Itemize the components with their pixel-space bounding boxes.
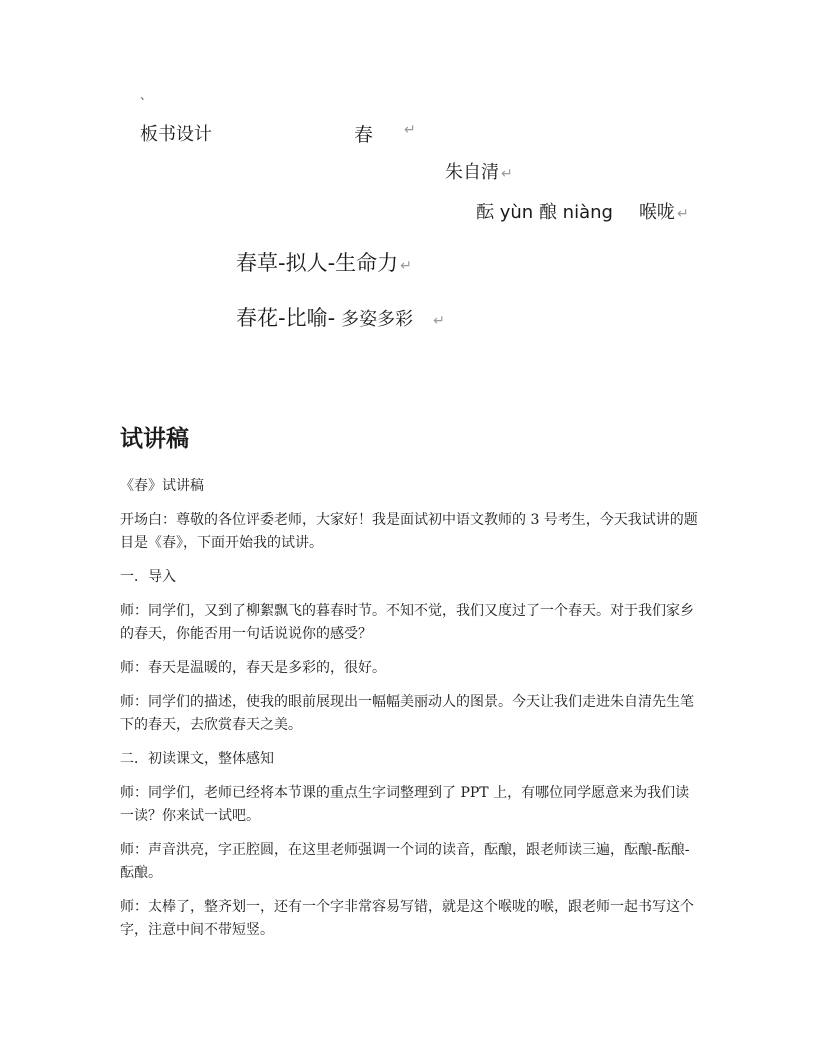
board-title: 春 [354, 124, 374, 146]
return-mark: ↵ [676, 206, 689, 222]
board-line-spring-flowers [236, 302, 445, 332]
board-line-text: 春花-比喻- [236, 306, 336, 330]
paragraph: 《春》试讲稿 [120, 478, 204, 494]
board-author [445, 158, 513, 184]
paragraph: 开场白：尊敬的各位评委老师，大家好！我是面试初中语文教师的 3 号考生，今天我试讲的题目是《春》，下面开始我的试讲。 [120, 512, 698, 551]
board-author-text: 朱自清 [445, 162, 499, 183]
vocab-word-niang: 酿 niàng [538, 202, 613, 223]
board-line-text: 春草-拟人-生命力 [236, 251, 399, 275]
vocab-word-houlong: 喉咙 [638, 202, 675, 223]
section-heading: 试讲稿 [120, 426, 189, 452]
board-line-spring-grass [236, 247, 412, 277]
return-mark: ↵ [400, 258, 412, 274]
tick-mark: 、 [140, 88, 153, 102]
paragraph: 师：春天是温暖的，春天是多彩的，很好。 [120, 660, 386, 676]
board-design-label: 板书设计 [140, 124, 212, 145]
paragraph: 师：太棒了，整齐划一，还有一个字非常容易写错，就是这个喉咙的喉，跟老师一起书写这个字，注意中间不带短竖。 [120, 899, 694, 938]
return-mark: ↵ [501, 166, 513, 182]
board-line-small-text: 多姿多彩 [341, 309, 414, 330]
paragraph: 师：同学们，老师已经将本节课的重点生字词整理到了 PPT 上，有哪位同学愿意来为我们读一读？你来试一试吧。 [120, 785, 690, 824]
vocab-word-yun: 酝 yùn [476, 202, 534, 223]
paragraph: 一．导入 [120, 569, 176, 585]
lecture-script-body [120, 475, 700, 953]
paragraph: 二．初读课文，整体感知 [120, 751, 274, 767]
board-vocabulary [476, 198, 689, 224]
return-mark: ↵ [404, 122, 416, 138]
return-mark: ↵ [433, 313, 445, 329]
paragraph: 师：声音洪亮，字正腔圆，在这里老师强调一个词的读音，酝酿，跟老师读三遍，酝酿-酝酿-酝酿。 [120, 842, 690, 881]
paragraph: 师：同学们，又到了柳絮飘飞的暮春时节。不知不觉，我们又度过了一个春天。对于我们家乡的春天，你能否用一句话说说你的感受？ [120, 603, 694, 642]
paragraph: 师：同学们的描述，使我的眼前展现出一幅幅美丽动人的图景。今天让我们走进朱自清先生笔下的春天，去欣赏春天之美。 [120, 694, 694, 733]
